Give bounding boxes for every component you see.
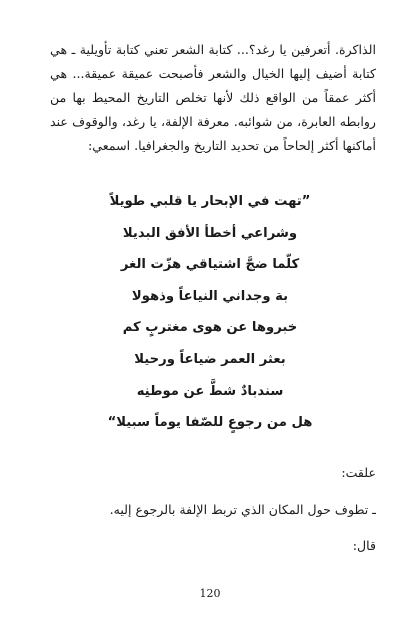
commented-label: علقت: [341, 465, 376, 480]
description-line: ـ تطوف حول المكان الذي تربط الإلفة بالرجوع إليه. [109, 502, 376, 517]
poem-line: سندبادٌ شطَّ عن موطنِه [136, 383, 284, 399]
poem-line: بعثر العمر ضياعاً ورحيلا [134, 351, 286, 367]
intro-paragraph: الذاكرة. أتعرفين يا رغد؟... كتابة الشعر تعني كتابة تأويلية ـ هي كتابة أضيف إليها الخيال والشعر فأصبحت عميقة عميقة... هي أكثر عمقاً من الواقع ذلك لأنها تخلص التاريخ المحيط بها من روابطه العابرة، من شوائبه. معرفة الإلفة، يا رغد، والوقوف عند أماكنها أكثر إلحاحاً من تحديد التاريخ والجغرافيا. اسمعي: [50, 42, 376, 153]
poem-line: خبروها عن هوى مغتربٍ كم [122, 320, 298, 336]
poem-line: بة وجداني النياعاً وذهولا [131, 288, 289, 304]
page-number: 120 [199, 587, 221, 600]
poem-line: هل من رجوعٍ للصّفا يوماً سبيلا“ [107, 415, 313, 431]
said-label: قال: [352, 538, 376, 553]
poem-line: وشراعي أخطأ الأفق البديلا [122, 225, 298, 241]
poem [90, 186, 330, 439]
poem-line: ”تهت في الإبحار يا قلبي طويلاً [109, 194, 311, 209]
poem-line: كلّما ضجَّ اشتياقي هزّت الغر [120, 257, 300, 273]
